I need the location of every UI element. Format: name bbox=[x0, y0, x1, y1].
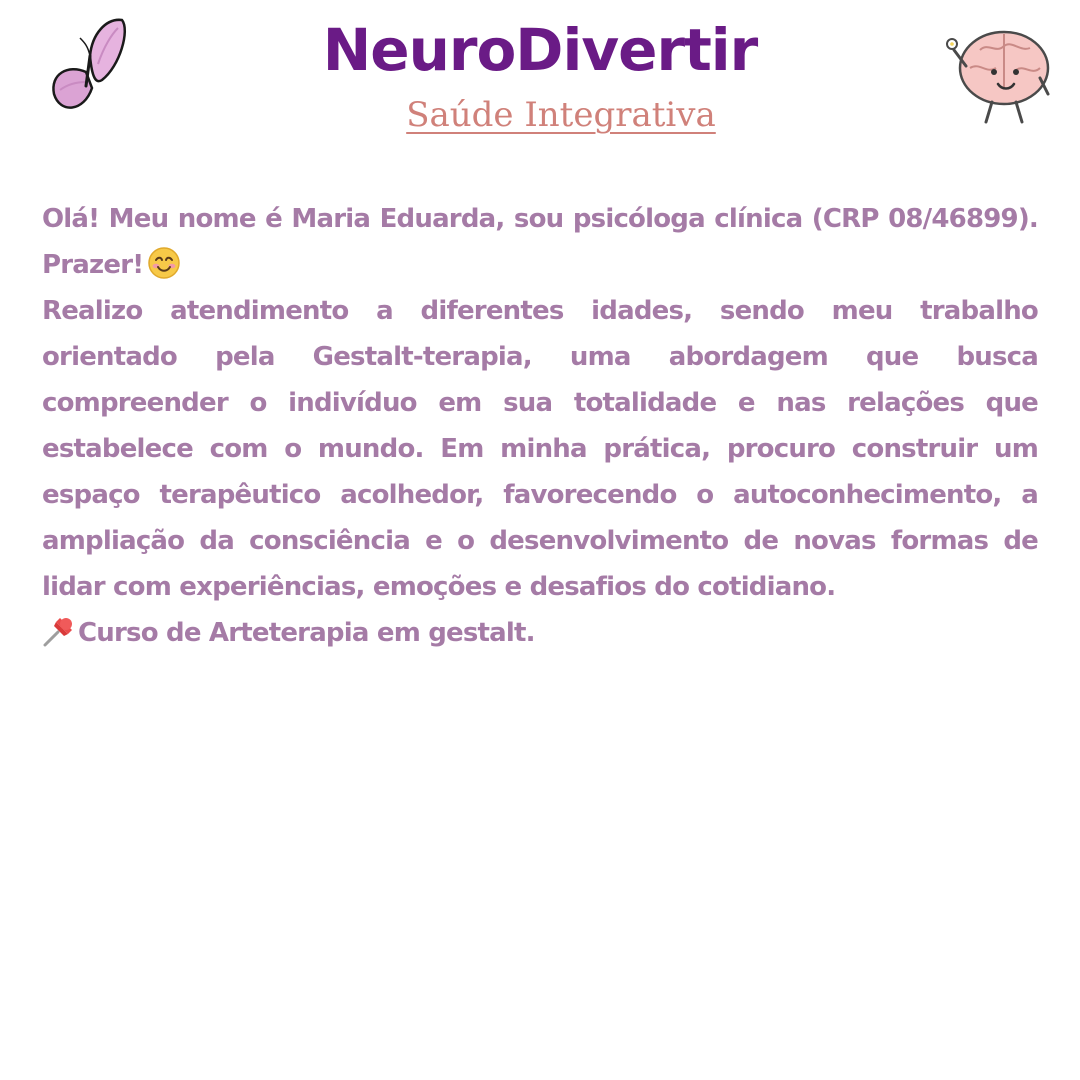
brain-mascot-icon bbox=[940, 24, 1056, 128]
course-text: Curso de Arteterapia em gestalt. bbox=[78, 618, 535, 648]
pushpin-icon bbox=[42, 614, 76, 648]
brand-subtitle: Saúde Integrativa bbox=[406, 95, 716, 135]
smiling-face-icon bbox=[147, 246, 181, 280]
description-paragraph: Realizo atendimento a diferentes idades, sendo meu trabalho orientado pela Gestalt-terapia, uma abordagem que busca compreender o indivíduo em sua totalidade e nas relações que estabelece com o mundo. Em minha prática, procuro construir um espaço terapêutico acolhedor, favorecendo o autoconhecimento, a ampliação da consciência e o desenvolvimento de novas formas de lidar com experiências, emoções e desafios do cotidiano. bbox=[42, 296, 1038, 602]
intro-text: Olá! Meu nome é Maria Eduarda, sou psicóloga clínica (CRP 08/46899). Prazer! bbox=[42, 204, 1038, 280]
bio-text bbox=[42, 196, 1038, 656]
intro-paragraph bbox=[42, 196, 1038, 288]
brand-title: NeuroDivertir bbox=[322, 16, 758, 84]
course-line bbox=[42, 610, 1038, 656]
